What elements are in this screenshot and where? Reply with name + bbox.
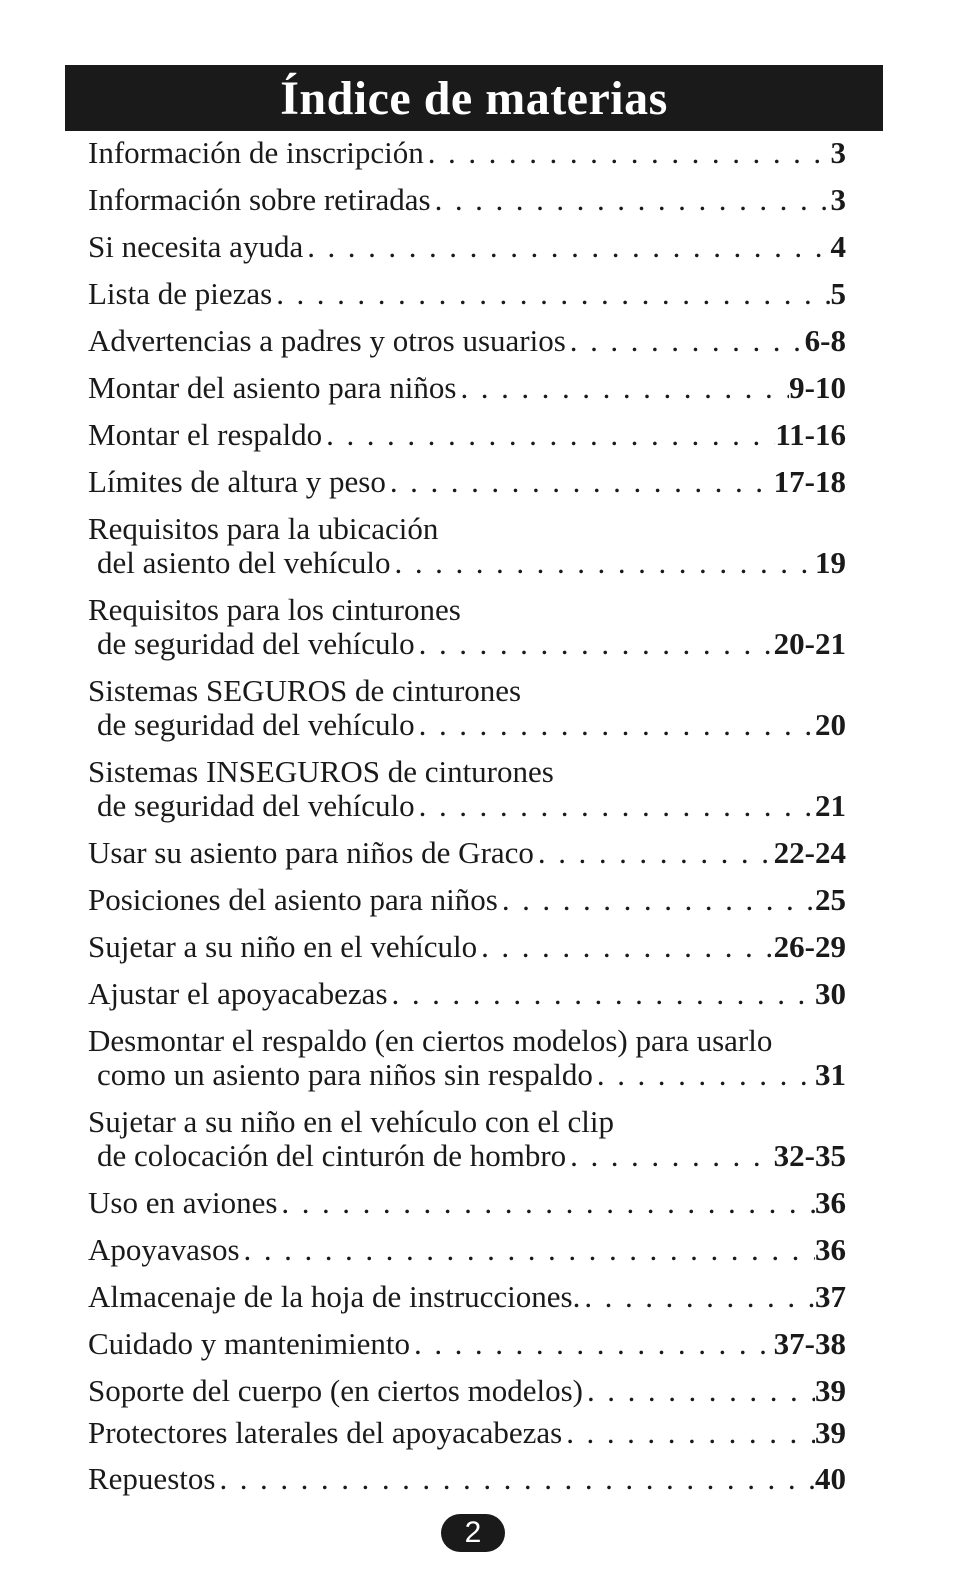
toc-entry [88,465,846,499]
toc-entry-title-continued: de seguridad del vehículo [97,788,415,823]
dot-leader [593,1058,815,1092]
page-number: 2 [464,1516,482,1549]
toc-entry-page: 3 [830,182,846,217]
toc-entry-title: Protectores laterales del apoyacabezas [88,1415,563,1450]
toc-entry-title: Montar el respaldo [88,417,323,452]
dot-leader [424,136,831,170]
toc-entry [88,674,846,742]
toc-entry-title: Cuidado y mantenimiento [88,1326,411,1361]
toc-entry-title: Usar su asiento para niños de Graco [88,835,534,870]
toc-entry-page: 22-24 [773,835,846,870]
dot-leader [566,324,805,358]
toc-entry-title: Lista de piezas [88,276,273,311]
dot-leader [415,789,815,823]
dot-leader [456,371,789,405]
toc-entry-title: Desmontar el respaldo (en ciertos modelos) para usarlo [88,1023,773,1058]
toc-entry-title: Información de inscripción [88,135,424,170]
toc-entry [88,1280,846,1314]
toc-entry-title: Sistemas SEGUROS de cinturones [88,673,522,708]
toc-entry-page: 4 [830,229,846,264]
toc-entry-page: 40 [815,1461,846,1496]
dot-leader [410,1327,774,1361]
toc-entry [88,1462,846,1496]
toc-entry-page: 39 [815,1415,846,1450]
toc-entry [88,136,846,170]
toc-entry-title: Requisitos para los cinturones [88,592,461,627]
dot-leader [322,418,775,452]
page-number-badge [441,1514,505,1552]
toc-entry-title: Uso en aviones [88,1185,278,1220]
dot-leader [215,1462,815,1496]
toc-entry-title: Advertencias a padres y otros usuarios [88,323,566,358]
dot-leader [566,1139,774,1173]
toc-entry-title: Si necesita ayuda [88,229,304,264]
dot-leader [431,183,831,217]
toc-entry-title: Límites de altura y peso [88,464,386,499]
toc-entry [88,1327,846,1361]
toc-entry [88,836,846,870]
toc-entry-page: 31 [815,1057,846,1092]
toc-entry-title: Posiciones del asiento para niños [88,882,498,917]
toc-entry-page: 32-35 [773,1138,846,1173]
dot-leader [562,1416,815,1450]
toc-entry-page: 3 [830,135,846,170]
toc-entry-title: Ajustar el apoyacabezas [88,976,388,1011]
page-title: Índice de materias [280,71,668,125]
toc-entry [88,277,846,311]
toc-entry [88,418,846,452]
toc-entry-page: 20 [815,707,846,742]
toc-entry-page: 39 [815,1373,846,1408]
toc-entry-title-continued: de colocación del cinturón de hombro [97,1138,567,1173]
toc-entry-title-continued: como un asiento para niños sin respaldo [97,1057,593,1092]
toc-entry [88,1416,846,1450]
toc-entry [88,324,846,358]
dot-leader [580,1280,815,1314]
toc-entry-title: Repuestos [88,1461,216,1496]
toc-entry-page: 11-16 [775,417,846,452]
toc-entry-title: Montar del asiento para niños [88,370,457,405]
toc-entry-page: 19 [815,545,846,580]
toc-entry-page: 25 [815,882,846,917]
toc-entry [88,230,846,264]
toc-entry-title: Información sobre retiradas [88,182,431,217]
dot-leader [391,546,815,580]
toc-entry [88,1024,846,1092]
toc-entry [88,977,846,1011]
dot-leader [303,230,830,264]
toc-entry-title-continued: del asiento del vehículo [97,545,391,580]
toc-entry-title: Soporte del cuerpo (en ciertos modelos) [88,1373,583,1408]
toc-entry [88,183,846,217]
toc-entry-title-continued: de seguridad del vehículo [97,626,415,661]
dot-leader [415,627,774,661]
toc-entry-page: 37-38 [773,1326,846,1361]
toc-entry-title-continued: de seguridad del vehículo [97,707,415,742]
toc-entry [88,512,846,580]
toc-entry [88,1186,846,1220]
toc-entry-title: Apoyavasos [88,1232,240,1267]
toc-entry-page: 5 [830,276,846,311]
dot-leader [388,977,815,1011]
toc-entry-title: Sujetar a su niño en el vehículo [88,929,478,964]
dot-leader [277,1186,815,1220]
toc-entry-title: Almacenaje de la hoja de instrucciones. [88,1279,581,1314]
toc-entry-title: Requisitos para la ubicación [88,511,439,546]
toc-entry-page: 9-10 [789,370,846,405]
toc-entry [88,593,846,661]
toc-entry-page: 6-8 [804,323,846,358]
toc-entry [88,883,846,917]
dot-leader [477,930,774,964]
toc-entry [88,755,846,823]
dot-leader [534,836,774,870]
toc-entry-page: 20-21 [773,626,846,661]
toc-entry-page: 36 [815,1185,846,1220]
toc-entry [88,1374,846,1408]
toc-entry-title: Sistemas INSEGUROS de cinturones [88,754,554,789]
toc-entry-page: 26-29 [773,929,846,964]
toc-entry [88,371,846,405]
toc-entry-page: 36 [815,1232,846,1267]
toc-entry [88,1105,846,1173]
toc-entry-page: 37 [815,1279,846,1314]
toc-entry [88,1233,846,1267]
toc-entry [88,930,846,964]
dot-leader [272,277,830,311]
toc-entry-title: Sujetar a su niño en el vehículo con el clip [88,1104,614,1139]
dot-leader [240,1233,815,1267]
toc-entry-page: 21 [815,788,846,823]
dot-leader [583,1374,815,1408]
toc-entry-page: 30 [815,976,846,1011]
toc-entry-page: 17-18 [773,464,846,499]
dot-leader [498,883,815,917]
dot-leader [386,465,774,499]
dot-leader [415,708,815,742]
toc-title-bar [65,65,883,131]
